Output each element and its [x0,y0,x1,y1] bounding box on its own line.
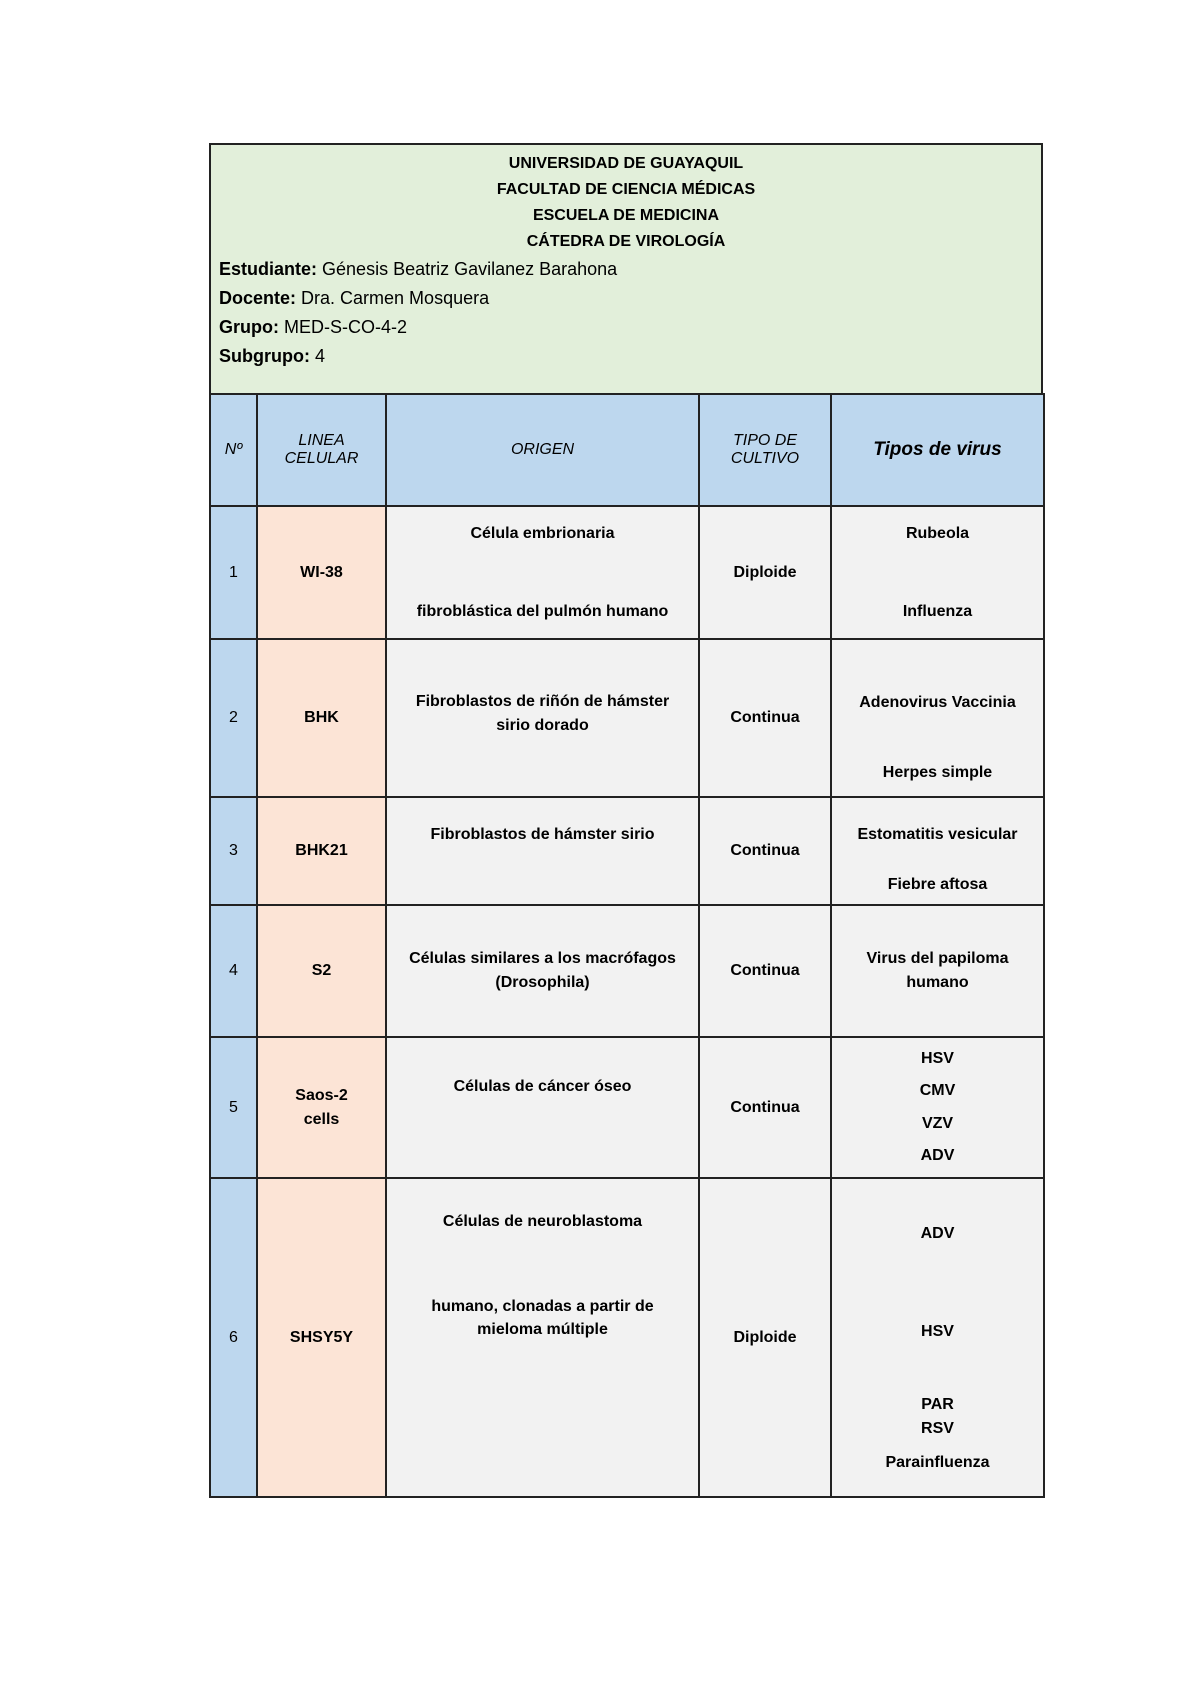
cell-origin: Células de cáncer óseo [386,1037,699,1178]
virology-sheet [209,143,1043,1498]
cell-culture-type: Continua [699,639,831,797]
col-header-num: Nº [210,394,257,506]
cell-culture-type: Continua [699,905,831,1037]
cell-line: Saos-2 cells [257,1037,386,1178]
cell-line: WI-38 [257,506,386,639]
cell-origin: Fibroblastos de riñón de hámster sirio dorado [386,639,699,797]
row-number: 2 [210,639,257,797]
cell-origin: Fibroblastos de hámster sirio [386,797,699,905]
table-row [210,797,1044,905]
col-header-type: TIPO DE CULTIVO [699,394,831,506]
table-row [210,1178,1044,1497]
table-row [210,506,1044,639]
col-header-line: LINEA CELULAR [257,394,386,506]
cell-origin: Células de neuroblastoma humano, clonadas a partir de mieloma múltiple [386,1178,699,1497]
cell-virus: Estomatitis vesicular Fiebre aftosa [831,797,1044,905]
cell-culture-type: Diploide [699,1178,831,1497]
cell-virus: Adenovirus Vaccinia Herpes simple [831,639,1044,797]
cell-virus: HSV CMV VZV ADV [831,1037,1044,1178]
cell-line: S2 [257,905,386,1037]
cell-virus: Virus del papiloma humano [831,905,1044,1037]
table-row [210,905,1044,1037]
table-row [210,1037,1044,1178]
row-number: 6 [210,1178,257,1497]
col-header-virus: Tipos de virus [831,394,1044,506]
cell-lines-table [209,393,1045,1498]
cell-origin: Célula embrionaria fibroblástica del pulmón humano [386,506,699,639]
cell-culture-type: Diploide [699,506,831,639]
header-university: UNIVERSIDAD DE GUAYAQUIL [508,155,744,172]
cell-culture-type: Continua [699,797,831,905]
cell-virus: ADV HSV PAR RSV Parainfluenza [831,1178,1044,1497]
cell-virus: Rubeola Influenza [831,506,1044,639]
header-school: ESCUELA DE MEDICINA [532,207,720,224]
col-header-origin: ORIGEN [386,394,699,506]
cell-line: BHK [257,639,386,797]
student-info: Estudiante: Génesis Beatriz Gavilanez Barahona [219,259,618,279]
row-number: 1 [210,506,257,639]
cell-culture-type: Continua [699,1037,831,1178]
row-number: 4 [210,905,257,1037]
subgroup-info: Subgrupo: 4 [219,346,326,366]
row-number: 3 [210,797,257,905]
row-number: 5 [210,1037,257,1178]
cell-line: BHK21 [257,797,386,905]
table-row [210,639,1044,797]
group-info: Grupo: MED-S-CO-4-2 [219,317,408,337]
header-faculty: FACULTAD DE CIENCIA MÉDICAS [496,181,756,198]
cell-origin: Células similares a los macrófagos (Drosophila) [386,905,699,1037]
teacher-info: Docente: Dra. Carmen Mosquera [219,288,490,308]
cell-line: SHSY5Y [257,1178,386,1497]
table-header-row [210,394,1044,506]
header-chair: CÁTEDRA DE VIROLOGÍA [526,233,726,250]
document-header [209,143,1043,393]
